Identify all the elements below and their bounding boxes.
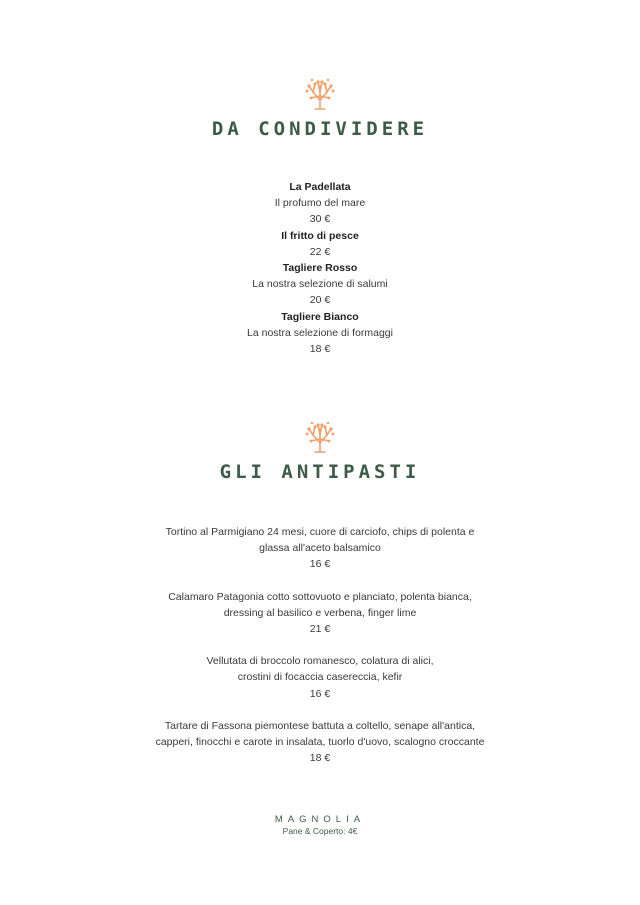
item-desc: crostini di focaccia casereccia, kefir [237, 671, 403, 684]
section-gli-antipasti [0, 421, 640, 483]
item-price: 21 € [309, 623, 331, 636]
condividere-items [0, 179, 640, 357]
list-item [0, 589, 640, 638]
item-price: 18 € [309, 343, 331, 356]
item-price: 16 € [309, 687, 331, 700]
list-item [0, 179, 640, 228]
item-desc: Calamaro Patagonia cotto sottovuoto e planciato, polenta bianca, [168, 590, 472, 603]
section-title: GLI ANTIPASTI [219, 461, 421, 483]
item-name: Il fritto di pesce [281, 229, 359, 242]
section-title: DA CONDIVIDERE [211, 118, 429, 140]
item-desc: Tortino al Parmigiano 24 mesi, cuore di carciofo, chips di polenta e [165, 526, 475, 538]
item-price: 20 € [309, 294, 331, 307]
list-item [0, 260, 640, 309]
item-price: 30 € [309, 213, 331, 226]
cover-charge: Pane & Coperto: 4€ [282, 826, 358, 836]
item-desc: Il profumo del mare [274, 197, 366, 210]
item-price: 18 € [309, 752, 331, 765]
brand-name: MAGNOLIA [274, 814, 366, 825]
item-desc: capperi, finocchi e carote in insalata, tuorlo d'uovo, scalogno croccante [155, 736, 485, 749]
list-item [0, 718, 640, 767]
item-name: La Padellata [289, 181, 351, 193]
list-item [0, 228, 640, 260]
section-da-condividere [0, 78, 640, 140]
list-item [0, 653, 640, 702]
item-price: 22 € [309, 245, 331, 258]
item-desc: glassa all'aceto balsamico [259, 542, 381, 555]
item-desc: La nostra selezione di formaggi [247, 326, 393, 339]
item-name: Tagliere Rosso [282, 262, 358, 275]
item-name: Tagliere Bianco [281, 310, 359, 323]
footer [0, 814, 640, 836]
tree-icon [303, 421, 337, 453]
item-price: 16 € [309, 558, 331, 571]
tree-icon [303, 78, 337, 110]
antipasti-items [0, 524, 640, 782]
item-desc: dressing al basilico e verbena, finger lime [223, 606, 417, 619]
list-item [0, 524, 640, 573]
item-desc: La nostra selezione di salumi [252, 278, 388, 291]
item-desc: Tartare di Fassona piemontese battuta a coltello, senape all'antica, [164, 719, 476, 732]
list-item [0, 309, 640, 358]
item-desc: Vellutata di broccolo romanesco, colatura di alici, [206, 655, 434, 668]
